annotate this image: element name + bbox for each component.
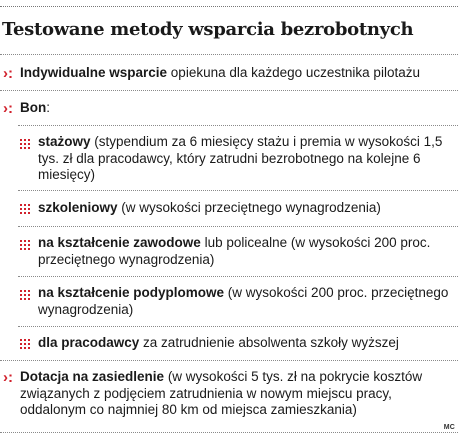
list-item-employer: dla pracodawcy za zatrudnienie absolwenta szkoły wyższej	[38, 335, 399, 350]
divider	[18, 276, 458, 277]
grid-dot	[28, 343, 30, 345]
grid-dot	[28, 347, 30, 349]
grid-dot	[20, 294, 22, 296]
grid-dot	[20, 240, 22, 242]
grid-dot	[20, 143, 22, 145]
grid-dot	[24, 212, 26, 214]
grid-dot	[20, 339, 22, 341]
grid-dot	[20, 347, 22, 349]
grid-dot	[24, 298, 26, 300]
divider	[18, 226, 458, 227]
grid-dot	[24, 347, 26, 349]
list-item-individual-support: Indywidualne wsparcie opiekuna dla każdego uczestnika pilotażu	[20, 65, 420, 80]
infographic-title: Testowane metody wsparcia bezrobotnych	[2, 19, 414, 40]
divider	[18, 326, 458, 327]
grid-dot	[24, 290, 26, 292]
grid-dot	[28, 294, 30, 296]
grid-dot	[28, 244, 30, 246]
list-item-training: szkoleniowy (w wysokości przeciętnego wynagrodzenia)	[38, 200, 381, 215]
grid-dot	[28, 143, 30, 145]
grid-dot	[24, 248, 26, 250]
grid-dot	[24, 244, 26, 246]
divider	[0, 360, 458, 361]
grid-dot	[20, 204, 22, 206]
grid-dot	[20, 208, 22, 210]
grid-dot	[24, 143, 26, 145]
grid-dot	[28, 212, 30, 214]
grid-dot	[20, 147, 22, 149]
chevron-bullet-icon: ›:	[3, 65, 13, 82]
grid-dot	[20, 343, 22, 345]
grid-dot	[20, 248, 22, 250]
grid-bullet-icon	[20, 240, 32, 250]
chevron-bullet-icon: ›:	[3, 369, 13, 386]
grid-dot	[20, 139, 22, 141]
list-item-relocation-grant: Dotacja na zasiedlenie (w wysokości 5 tys. zł na pokrycie kosztów związanych z podjęciem zatrudnienia w nowym miejscu pracy, oddalonym co najmniej 80 km od miejsca zamieszkania)	[20, 369, 423, 417]
divider	[0, 54, 458, 55]
grid-bullet-icon	[20, 204, 32, 214]
grid-dot	[24, 339, 26, 341]
chevron-bullet-icon: ›:	[3, 100, 13, 117]
grid-dot	[28, 208, 30, 210]
grid-dot	[24, 294, 26, 296]
grid-dot	[28, 204, 30, 206]
grid-dot	[28, 339, 30, 341]
grid-dot	[24, 139, 26, 141]
grid-dot	[24, 240, 26, 242]
grid-dot	[24, 147, 26, 149]
list-item-internship: stażowy (stypendium za 6 miesięcy stażu i premia w wysokości 1,5 tys. zł dla pracodawcy, który zatrudni bezrobotnego na kolejne 6 miesięcy)	[38, 134, 443, 182]
grid-bullet-icon	[20, 139, 32, 149]
grid-dot	[24, 208, 26, 210]
grid-dot	[28, 139, 30, 141]
bottom-divider	[0, 432, 458, 433]
grid-dot	[24, 343, 26, 345]
list-item-vocational-education: na kształcenie zawodowe lub policealne (w wysokości 200 proc. przeciętnego wynagrodzenia)	[38, 235, 431, 267]
grid-dot	[28, 147, 30, 149]
divider	[18, 125, 458, 126]
list-item-postgraduate: na kształcenie podyplomowe (w wysokości 200 proc. przeciętnego wynagrodzenia)	[38, 285, 449, 317]
grid-dot	[28, 290, 30, 292]
grid-bullet-icon	[20, 290, 32, 300]
grid-dot	[28, 298, 30, 300]
grid-dot	[20, 212, 22, 214]
divider	[0, 90, 458, 91]
grid-dot	[28, 248, 30, 250]
list-item-voucher: Bon:	[20, 100, 51, 115]
divider	[18, 190, 458, 191]
top-divider	[0, 6, 458, 7]
grid-bullet-icon	[20, 339, 32, 349]
grid-dot	[20, 298, 22, 300]
grid-dot	[20, 290, 22, 292]
author-credit: MC	[443, 424, 455, 431]
grid-dot	[24, 204, 26, 206]
grid-dot	[28, 240, 30, 242]
grid-dot	[20, 244, 22, 246]
